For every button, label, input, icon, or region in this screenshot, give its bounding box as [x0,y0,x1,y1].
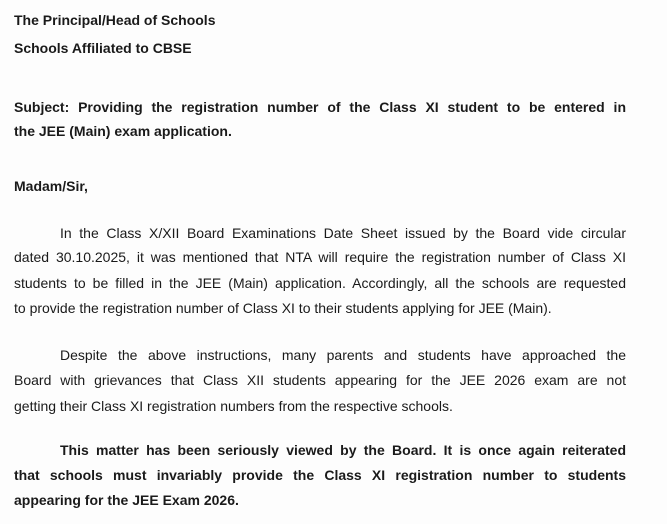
paragraph-2-line-3: getting their Class XI registration numbers from the respective schools. [14,398,453,414]
subject-line-1: Subject: Providing the registration number of the Class XI student to be entered in [14,99,626,115]
addressee-line-1: The Principal/Head of Schools [14,12,216,28]
paragraph-2-line-2: Board with grievances that Class XII students appearing for the JEE 2026 exam are not [14,372,626,388]
paragraph-2-line-1: Despite the above instructions, many parents and students have approached the [60,347,626,363]
addressee-line-2: Schools Affiliated to CBSE [14,40,192,56]
paragraph-1-line-4: to provide the registration number of Class XI to their students applying for JEE (Main). [14,300,552,316]
paragraph-3-line-1: This matter has been seriously viewed by the Board. It is once again reiterated [60,442,626,458]
salutation: Madam/Sir, [14,178,88,194]
paragraph-3-line-2: that schools must invariably provide the Class XI registration number to students [14,467,626,483]
paragraph-1-line-3: students to be filled in the JEE (Main) application. Accordingly, all the schools are requested [14,275,626,291]
paragraph-1-line-1: In the Class X/XII Board Examinations Date Sheet issued by the Board vide circular [60,225,626,241]
subject-line-2: the JEE (Main) exam application. [14,123,232,139]
paragraph-1-line-2: dated 30.10.2025, it was mentioned that NTA will require the registration number of Class XI [14,249,626,265]
paragraph-3-line-3: appearing for the JEE Exam 2026. [14,492,239,508]
